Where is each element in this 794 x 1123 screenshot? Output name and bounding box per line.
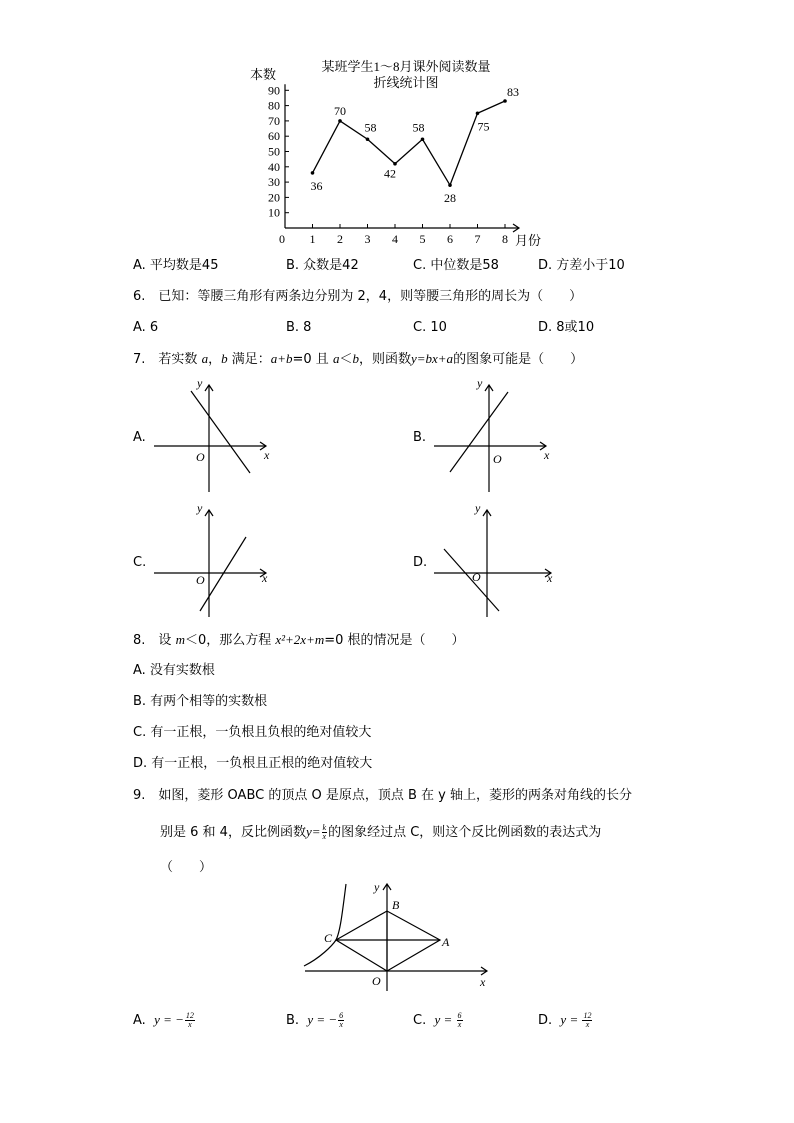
q9-option-a[interactable] [133,1012,196,1029]
q8-number: 8. [133,633,146,648]
q9-option-b[interactable] [286,1012,345,1029]
chart-data-labels [311,85,520,205]
q7-graph-c[interactable] [150,500,280,620]
q7-graph-d[interactable] [430,500,560,620]
y-tick-label: 40 [268,159,280,174]
chart-title-line2: 折线统计图 [373,75,439,90]
origin-label: O [196,573,205,587]
x-label: x [264,448,270,462]
option-letter: D. [538,1013,553,1028]
q9-rhombus-figure [300,878,500,993]
data-label: 83 [507,85,519,100]
y-tick-label: 20 [268,190,280,205]
label-o: O [372,974,381,988]
option-letter: B. [286,1013,300,1028]
data-point [366,137,370,141]
fraction-denominator: x [339,1020,343,1029]
y-tick-label: 50 [268,144,280,159]
fraction-numerator: k [322,823,327,832]
q7-text: ＜ [339,352,353,367]
y-tick-label: 90 [268,83,280,98]
x-axis-label: 月份 [515,233,542,248]
q5-option-b[interactable]: B. 众数是42 [286,258,359,273]
option-letter: C. [413,1013,427,1028]
data-label: 58 [412,120,425,135]
y-tick-label: 70 [268,113,280,128]
y-tick-label: 30 [268,175,280,190]
q7-stem [133,351,583,368]
hyperbola-curve [304,884,346,966]
q7-option-c-label[interactable]: C. [133,555,147,570]
q9-stem-line2 [160,824,601,841]
label-y: y [374,880,380,894]
q8-text: =0 根的情况是（ ） [324,633,465,648]
x-label: x [544,448,550,462]
q7-text: 若实数 [158,352,202,367]
x-tick-label: 1 [309,232,316,246]
q9-text: 如图，菱形 OABC 的顶点 O 是原点，顶点 B 在 y 轴上，菱形的两条对角线的长分 [158,788,632,803]
data-point [476,111,480,115]
fraction-denominator: x [585,1020,590,1029]
data-point [503,99,507,103]
fraction-denominator: x [322,832,327,841]
q6-option-c[interactable]: C. 10 [413,320,447,335]
q6-stem: 6. 已知：等腰三角形有两条边分别为 2，4，则等腰三角形的周长为（ ） [133,289,583,304]
option-lhs: y = − [307,1012,338,1027]
q7-text: 的图象可能是（ ） [453,352,584,367]
q8-equation: x²+2x+m [275,632,325,647]
label-x: x [480,975,486,989]
data-point [311,171,315,175]
rhombus-oabc [336,911,440,971]
q9-option-c[interactable] [413,1012,464,1029]
q9-answer-paren: （ ） [160,860,213,875]
x-label: x [262,571,268,585]
chart-title-line1: 某班学生1～8月课外阅读数量 [321,59,491,74]
var-b: b [221,351,228,366]
q5-option-a[interactable]: A. 平均数是45 [133,258,219,273]
origin-label: O [472,570,481,584]
data-point [393,162,397,166]
q8-option-b[interactable]: B. 有两个相等的实数根 [133,694,268,709]
label-a: A [442,935,450,949]
fraction-denominator: x [457,1020,462,1029]
label-b: B [392,898,400,912]
var-a: a [201,351,209,366]
q7-condition: a+b [270,351,293,366]
q9-number: 9. [133,788,146,803]
q7-number: 7. [133,352,146,367]
data-point [338,119,342,123]
fraction-numerator: 6 [339,1011,344,1020]
q7-function: y=bx+a [410,351,454,366]
var-m: m [175,632,185,647]
q9-fraction [322,824,328,841]
x-tick-label: 3 [364,232,371,246]
origin-label: O [196,450,205,464]
q6-option-a[interactable]: A. 6 [133,320,159,335]
y-axis-label: 本数 [250,67,277,82]
data-point [421,137,425,141]
y-tick-label: 80 [268,98,280,113]
q7-option-a-label[interactable]: A. [133,430,146,445]
q9-function-lhs: y= [305,824,321,839]
var-a: a [332,351,340,366]
x-tick-label: 2 [337,232,343,246]
y-label: y [475,501,481,515]
q8-stem [133,632,465,649]
q5-option-c[interactable]: C. 中位数是58 [413,258,499,273]
label-c: C [324,931,333,945]
q6-option-d[interactable]: D. 8或10 [538,320,595,335]
data-label: 36 [310,178,323,193]
x-tick-label: 7 [474,232,481,246]
q7-text: ，则函数 [358,352,411,367]
x-label: x [547,571,553,585]
q6-option-b[interactable]: B. 8 [286,320,312,335]
q9-text: 的图象经过点 C，则这个反比例函数的表达式为 [328,825,602,840]
q7-text: ， [208,352,222,367]
y-label: y [477,376,483,390]
x-tick-label: 4 [392,232,398,246]
fraction-numerator: 12 [583,1011,592,1020]
x-tick-label: 5 [419,232,426,246]
q8-option-a[interactable]: A. 没有实数根 [133,663,215,678]
function-line [200,537,246,611]
option-fraction [185,1012,195,1029]
q8-option-c[interactable]: C. 有一正根，一负根且负根的绝对值较大 [133,725,372,740]
q7-graph-b[interactable] [430,375,560,495]
y-tick-label: 60 [268,129,280,144]
option-fraction [457,1012,463,1029]
x-tick-label: 8 [502,232,508,246]
q7-graph-a[interactable] [150,375,280,495]
chart-ticks [268,83,508,246]
data-label: 42 [384,166,396,181]
data-label: 58 [364,120,377,135]
option-lhs: y = [434,1012,456,1027]
option-fraction [582,1012,592,1029]
q7-text: 满足： [227,352,271,367]
q9-text: 别是 6 和 4，反比例函数 [160,825,306,840]
origin-label: O [493,452,502,466]
q7-text: =0 且 [292,352,333,367]
option-lhs: y = − [154,1012,184,1027]
option-fraction [338,1012,344,1029]
x-tick-label: 6 [447,232,453,246]
q9-option-d[interactable] [538,1012,593,1029]
data-label: 70 [334,103,346,118]
q8-option-d[interactable]: D. 有一正根，一负根且正根的绝对值较大 [133,756,373,771]
line-chart [230,52,560,252]
data-label: 28 [444,191,456,206]
y-label: y [197,501,203,515]
y-label: y [197,376,203,390]
fraction-denominator: x [188,1020,192,1029]
fraction-numerator: 6 [457,1011,462,1020]
var-b: b [352,351,359,366]
data-label: 75 [477,119,490,134]
option-letter: A. [133,1013,146,1028]
q5-option-d[interactable]: D. 方差小于10 [538,258,625,273]
q7-option-b-label[interactable]: B. [413,430,427,445]
q7-option-d-label[interactable]: D. [413,555,428,570]
y-tick-label: 10 [268,205,280,220]
q9-stem-line1 [133,788,632,804]
data-point [448,183,452,187]
x-tick-label: 0 [279,232,285,246]
q8-text: ＜0，那么方程 [184,633,276,648]
q8-text: 设 [158,633,176,648]
fraction-numerator: 12 [185,1011,194,1020]
option-lhs: y = [560,1012,582,1027]
